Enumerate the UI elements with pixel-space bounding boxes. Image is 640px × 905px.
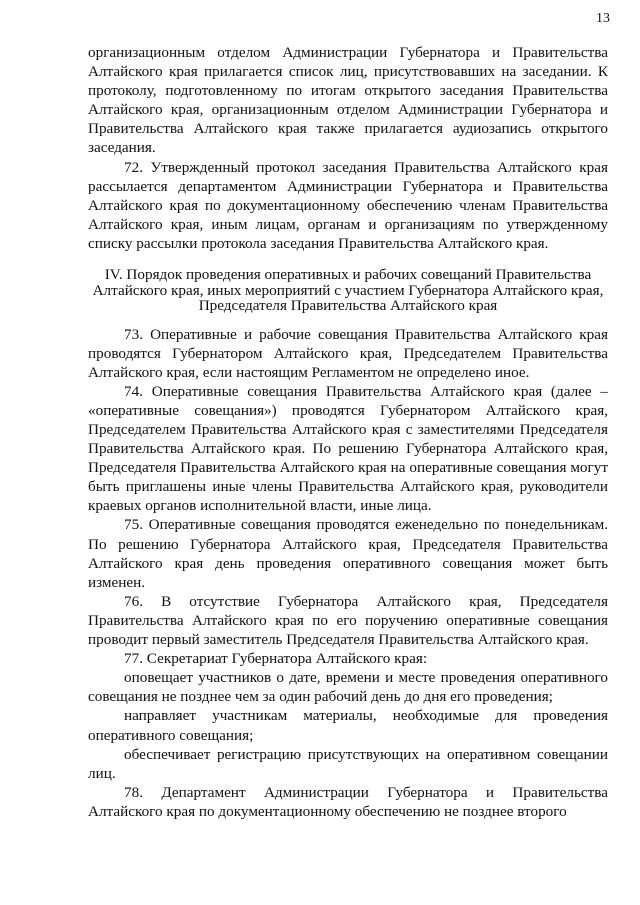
document-body <box>88 43 608 821</box>
paragraph-78: 78. Департамент Администрации Губернатора и Правительства Алтайского края по документационному обеспечению не позднее второго <box>88 783 608 820</box>
paragraph-77: 77. Секретариат Губернатора Алтайского края: <box>124 650 428 668</box>
paragraph-76: 76. В отсутствие Губернатора Алтайского края, Председателя Правительства Алтайского края по его поручению оперативные совещания проводит первый заместитель Председателя Правительства Алтайского края. <box>88 592 608 649</box>
paragraph-continuation: организационным отделом Администрации Губернатора и Правительства Алтайского края прилагается список лиц, присутствовавших на заседании. К протоколу, подготовленному по итогам открытого заседания Правительства Алтайского края, организационным отделом Администрации Губернатора и Правительства Алтайского края также прилагается аудиозапись открытого заседания. <box>88 44 608 157</box>
section-heading: IV. Порядок проведения оперативных и рабочих совещаний Правительства Алтайского края, иных мероприятий с участием Губернатора Алтайского края, Председателя Правительства Алтайского края <box>92 266 604 315</box>
paragraph-75: 75. Оперативные совещания проводятся еженедельно по понедельникам. По решению Губернатора Алтайского края, Председателя Правительства Алтайского края день проведения оперативного совещания может быть изменен. <box>88 516 608 591</box>
paragraph-73: 73. Оперативные и рабочие совещания Правительства Алтайского края проводятся Губернатором Алтайского края, Председателем Правительства Алтайского края, если настоящим Регламентом не определено иное. <box>88 325 608 381</box>
paragraph-72: 72. Утвержденный протокол заседания Правительства Алтайского края рассылается департаментом Администрации Губернатора и Правительства Алтайского края по документационному обеспечению членам Правительства Алтайского края, иным лицам, органам и организациям по утвержденному списку рассылки протокола заседания Правительства Алтайского края. <box>88 158 608 252</box>
page-number: 13 <box>596 11 610 26</box>
paragraph-77-item-3: обеспечивает регистрацию присутствующих на оперативном совещании лиц. <box>88 745 608 782</box>
paragraph-74: 74. Оперативные совещания Правительства Алтайского края (далее – «оперативные совещания») проводятся Губернатором Алтайского края, Председателем Правительства Алтайского края с заместителями Председателя Правительства Алтайского края. По решению Губернатора Алтайского края, Председателя Правительства Алтайского края на оперативные совещания могут быть приглашены иные члены Правительства Алтайского края, руководители краевых органов исполнительной власти, иные лица. <box>88 382 608 515</box>
paragraph-77-item-2: направляет участникам материалы, необходимые для проведения оперативного совещания; <box>88 707 608 744</box>
paragraph-77-item-1: оповещает участников о дате, времени и месте проведения оперативного совещания не позднее чем за один рабочий день до дня его проведения; <box>88 669 608 706</box>
